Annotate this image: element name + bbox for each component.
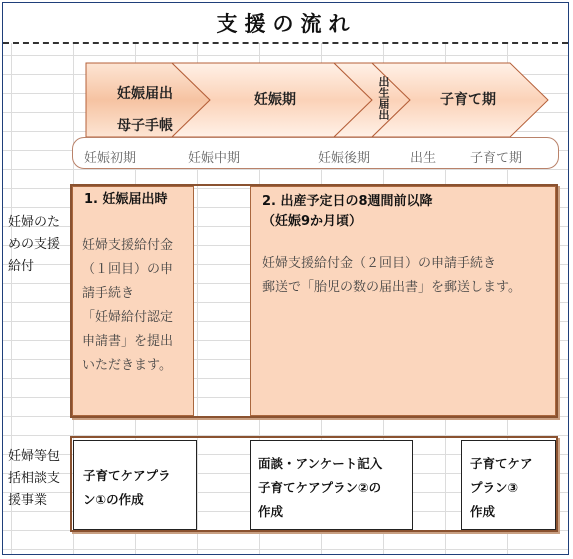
row-label-benefit: 妊婦のた めの支援 給付	[8, 215, 61, 274]
period-mid: 妊娠中期	[188, 151, 241, 166]
period-early: 妊娠初期	[84, 151, 137, 166]
stage-label-1: 妊娠届出 母子手帳	[117, 86, 173, 134]
consultation-box-3-text: 子育てケア プラン③ 作成	[470, 456, 533, 519]
consultation-box-1-text: 子育てケアプラ ン①の作成	[83, 468, 171, 507]
stage-label-4: 子育て期	[440, 92, 496, 108]
benefit-box-1-heading: 1. 妊娠届出時	[84, 192, 168, 207]
stage-label-2: 妊娠期	[254, 92, 296, 108]
row-label-consultation: 妊婦等包 括相談支 援事業	[8, 449, 61, 508]
diagram-title: 支援の流れ	[216, 12, 357, 36]
stage-label-3: 出生届出	[377, 76, 390, 120]
period-birth: 出生	[410, 151, 437, 166]
period-childcare: 子育て期	[470, 151, 523, 166]
benefit-box-2-heading: 2. 出産予定日の8週間前以降 （妊娠9か月頃）	[262, 194, 433, 229]
period-late: 妊娠後期	[318, 151, 371, 166]
benefit-box-2-text: 妊婦支援給付金（２回目）の申請手続き 郵送で「胎児の数の届出書」を郵送します。	[262, 256, 521, 295]
benefit-box-1-text: 妊婦支援給付金 （１回目）の申 請手続き 「妊婦給付認定 申請書」を提出 いただきます。	[82, 238, 174, 373]
consultation-box-2-text: 面談・アンケート記入 子育てケアプラン②の 作成	[258, 456, 383, 519]
